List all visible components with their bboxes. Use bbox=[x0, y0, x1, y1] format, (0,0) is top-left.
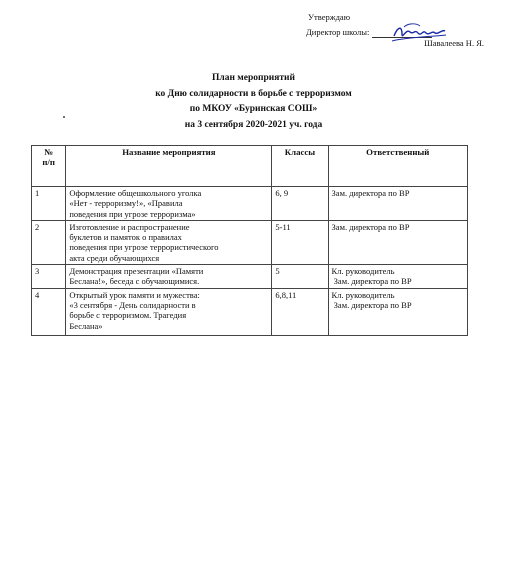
row-responsible: Кл. руководитель Зам. директора по ВР bbox=[328, 265, 467, 289]
row-name: Изготовление и распространение буклетов и памяток о правилах поведения при угрозе террористического акта среди обучающихся bbox=[66, 220, 272, 264]
row-name: Открытый урок памяти и мужества: «3 сентября - День солидарности в борьбе с терроризмом. Трагедия Беслана» bbox=[66, 288, 272, 335]
table-row bbox=[32, 288, 468, 335]
row-num: 1 bbox=[32, 187, 66, 221]
row-classes: 6, 9 bbox=[272, 187, 328, 221]
scan-dot bbox=[63, 116, 65, 118]
row-name: Оформление общешкольного уголка «Нет - терроризму!», «Правила поведения при угрозе терроризма» bbox=[66, 187, 272, 221]
row-classes: 5-11 bbox=[272, 220, 328, 264]
header-name: Название мероприятия bbox=[66, 146, 272, 187]
row-responsible: Зам. директора по ВР bbox=[328, 187, 467, 221]
approval-label: Утверждаю bbox=[308, 12, 351, 22]
row-responsible: Кл. руководитель Зам. директора по ВР bbox=[328, 288, 467, 335]
title-line-2: ко Дню солидарности в борьбе с терроризмом bbox=[155, 88, 352, 99]
director-name: Шавалеева Н. Я. bbox=[424, 38, 484, 48]
title-line-3: по МКОУ «Буринская СОШ» bbox=[189, 104, 318, 114]
table-row bbox=[32, 265, 468, 289]
row-name: Демонстрация презентации «Памяти Беслана!», беседа с обучающимися. bbox=[66, 265, 272, 289]
row-num: 3 bbox=[32, 265, 66, 289]
table-row bbox=[32, 220, 468, 264]
title-line-1: План мероприятий bbox=[211, 73, 296, 83]
table-header-row bbox=[32, 146, 468, 187]
events-table bbox=[31, 145, 468, 336]
document-title bbox=[0, 71, 507, 133]
header-num: № п/п bbox=[32, 146, 66, 187]
table-row bbox=[32, 187, 468, 221]
row-num: 4 bbox=[32, 288, 66, 335]
row-classes: 5 bbox=[272, 265, 328, 289]
header-classes: Классы bbox=[272, 146, 328, 187]
header-responsible: Ответственный bbox=[328, 146, 467, 187]
row-classes: 6,8,11 bbox=[272, 288, 328, 335]
row-responsible: Зам. директора по ВР bbox=[328, 220, 467, 264]
title-line-4: на 3 сентября 2020-2021 уч. года bbox=[184, 119, 323, 130]
director-signature bbox=[388, 20, 448, 46]
director-label: Директор школы: bbox=[306, 27, 370, 37]
row-num: 2 bbox=[32, 220, 66, 264]
